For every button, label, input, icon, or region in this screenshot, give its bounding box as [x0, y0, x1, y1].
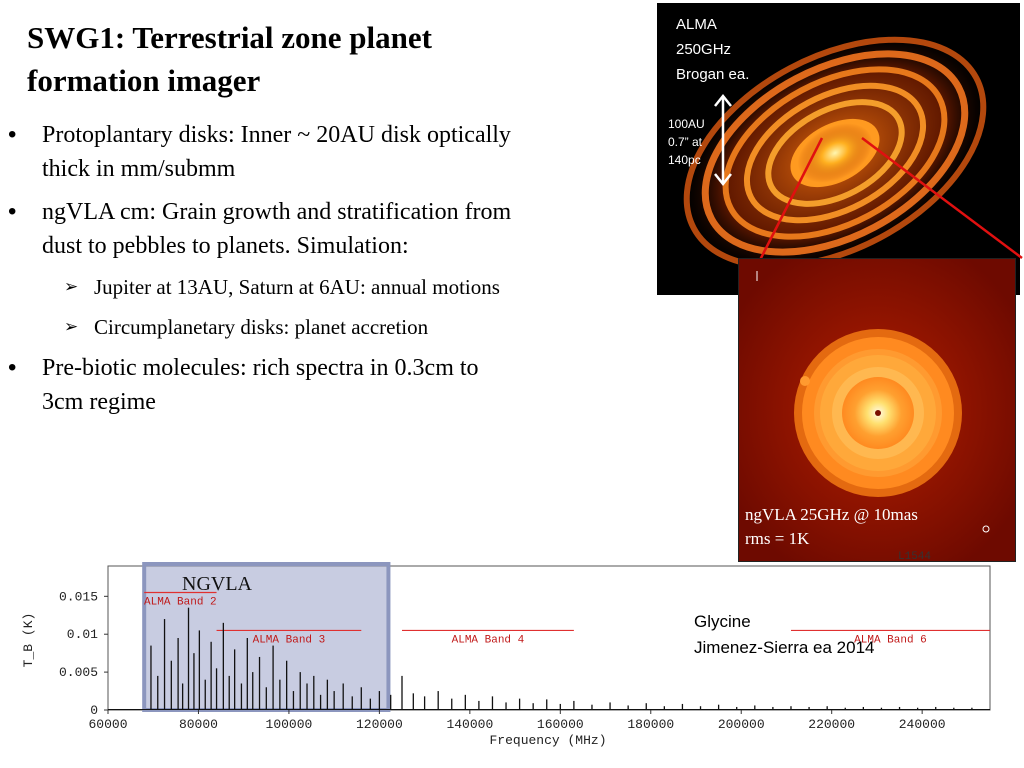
bullet-line: Pre-biotic molecules: rich spectra in 0.3cm to	[42, 355, 479, 381]
bullet-line: dust to pebbles to planets. Simulation:	[42, 233, 409, 259]
alma-band-label: ALMA Band 3	[252, 634, 326, 647]
scale-caption-line: 100AU	[668, 117, 705, 131]
y-tick-label: 0.015	[58, 589, 98, 605]
scale-bar-caption	[668, 115, 705, 169]
bullet-dot-icon: •	[8, 354, 17, 381]
alma-band-label: ALMA Band 4	[451, 634, 525, 647]
x-tick-label: 60000	[88, 717, 128, 732]
bullet-line: Protoplantary disks: Inner ~ 20AU disk optically	[42, 122, 511, 148]
scale-caption-line: 140pc	[668, 153, 701, 167]
alma-band-label: ALMA Band 2	[144, 596, 217, 609]
alma-band-label: ALMA Band 6	[854, 634, 927, 647]
ngvla-image-caption	[745, 503, 918, 551]
alma-caption-line: Brogan ea.	[676, 66, 750, 83]
slide-title	[27, 16, 547, 102]
arrow-bullet-icon: ➢	[64, 277, 79, 297]
alma-caption-line: ALMA	[676, 16, 717, 33]
x-tick-label: 200000	[717, 717, 765, 732]
scale-caption-line: 0.7” at	[668, 135, 703, 149]
glycine-annotation-line: Jimenez-Sierra ea 2014	[694, 638, 875, 657]
bullet-line: 3cm regime	[42, 389, 156, 415]
y-tick-label: 0	[90, 703, 98, 718]
sub-bullet-text: Jupiter at 13AU, Saturn at 6AU: annual motions	[94, 275, 500, 299]
glycine-annotation	[694, 609, 874, 661]
x-axis-label: Frequency (MHz)	[489, 733, 607, 748]
alma-caption-line: 250GHz	[676, 41, 732, 58]
sub-bullet-text: Circumplanetary disks: planet accretion	[94, 315, 429, 339]
x-tick-label: 220000	[808, 717, 856, 732]
y-tick-label: 0.01	[66, 627, 98, 643]
bullet-line: ngVLA cm: Grain growth and stratification from	[42, 199, 512, 225]
x-tick-label: 240000	[898, 717, 946, 732]
callout-lines	[740, 130, 1024, 270]
ngvla-caption-line: ngVLA 25GHz @ 10mas	[745, 505, 918, 524]
bullet-dot-icon: •	[8, 121, 17, 148]
alma-image-caption	[676, 12, 749, 87]
x-tick-label: 120000	[355, 717, 403, 732]
x-tick-label: 180000	[627, 717, 675, 732]
slide-title-line-1: SWG1: Terrestrial zone planet	[27, 20, 432, 55]
source-name: L1544	[898, 551, 932, 563]
x-tick-label: 80000	[178, 717, 218, 732]
slide-title-line-2: formation imager	[27, 63, 261, 98]
y-tick-label: 0.005	[58, 665, 98, 681]
glycine-annotation-line: Glycine	[694, 612, 751, 631]
ngvla-range-label: NGVLA	[182, 573, 252, 595]
x-tick-label: 140000	[446, 717, 494, 732]
bullet-dot-icon: •	[8, 198, 17, 225]
y-axis-label: T_B (K)	[21, 612, 36, 668]
x-tick-label: 100000	[265, 717, 313, 732]
ngvla-caption-line: rms = 1K	[745, 529, 810, 548]
arrow-bullet-icon: ➢	[64, 317, 79, 337]
x-tick-label: 160000	[536, 717, 584, 732]
scale-bar-arrow-icon	[712, 92, 734, 188]
bullet-line: thick in mm/submm	[42, 156, 236, 182]
